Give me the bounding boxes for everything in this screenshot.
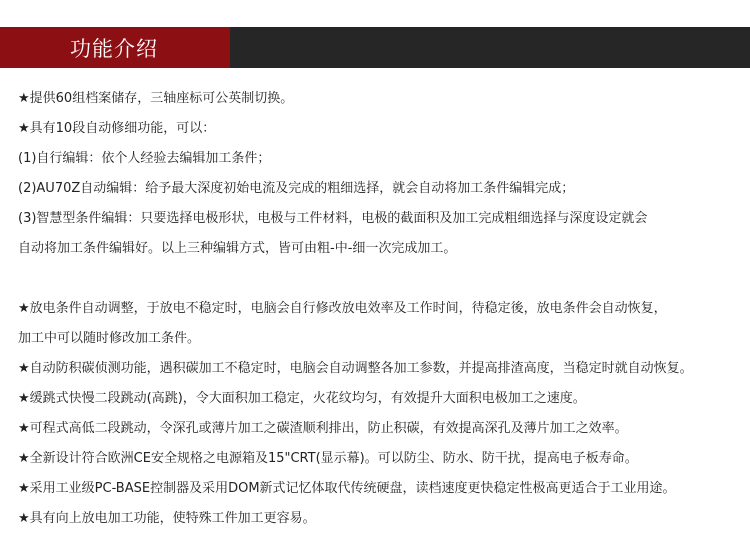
feature-line-smart-edit-cont: 自动将加工条件编辑好。以上三种编辑方式，皆可由粗-中-细一次完成加工。	[18, 241, 457, 256]
feature-line-auto-adjust: ★放电条件自动调整，于放电不稳定时，电脑会自行修改放电效率及工作时间，待稳定後，放电条件会自动恢复，	[18, 301, 667, 316]
feature-line-smart-edit: (3)智慧型条件编辑：只要选择电极形状，电极与工件材料，电极的截面积及加工完成粗细选择与深度设定就会	[18, 211, 648, 226]
paragraph-gap	[18, 264, 746, 294]
feature-line-auto-adjust-cont: 加工中可以随时修改加工条件。	[18, 331, 201, 346]
feature-line-au70z-edit: (2)AU70Z自动编辑：给予最大深度初始电流及完成的粗细选择，就会自动将加工条件编辑完成；	[18, 181, 575, 196]
feature-line-anti-carbon: ★自动防积碳侦测功能，遇积碳加工不稳定时，电脑会自动调整各加工参数，并提高排渣高度，当稳定时就自动恢复。	[18, 361, 693, 376]
feature-line-ce-design: ★全新设计符合欧洲CE安全规格之电源箱及15"CRT(显示幕)。可以防尘、防水、防干扰，提高电子板寿命。	[18, 451, 638, 466]
header-bar	[0, 27, 750, 68]
feature-line-auto-refine: ★具有10段自动修细功能，可以：	[18, 121, 216, 136]
feature-line-pc-base: ★采用工业级PC-BASE控制器及采用DOM新式记忆体取代传统硬盘，读档速度更快稳定性极高更适合于工业用途。	[18, 481, 676, 496]
feature-line-programmable-jump: ★可程式高低二段跳动，令深孔或薄片加工之碳渣顺利排出，防止积碳，有效提高深孔及薄片加工之效率。	[18, 421, 628, 436]
feature-line-slow-jump: ★缓跳式快慢二段跳动(高跳)，令大面积加工稳定，火花纹均匀，有效提升大面积电极加工之速度。	[18, 391, 586, 406]
feature-line-manual-edit: (1)自行编辑：依个人经验去编辑加工条件；	[18, 151, 271, 166]
section-title: 功能介绍	[70, 36, 158, 61]
header-tab	[0, 27, 230, 68]
feature-line-storage: ★提供60组档案储存，三轴座标可公英制切换。	[18, 91, 294, 106]
feature-line-upward-discharge: ★具有向上放电加工功能，使特殊工件加工更容易。	[18, 511, 316, 526]
feature-list	[18, 84, 746, 534]
